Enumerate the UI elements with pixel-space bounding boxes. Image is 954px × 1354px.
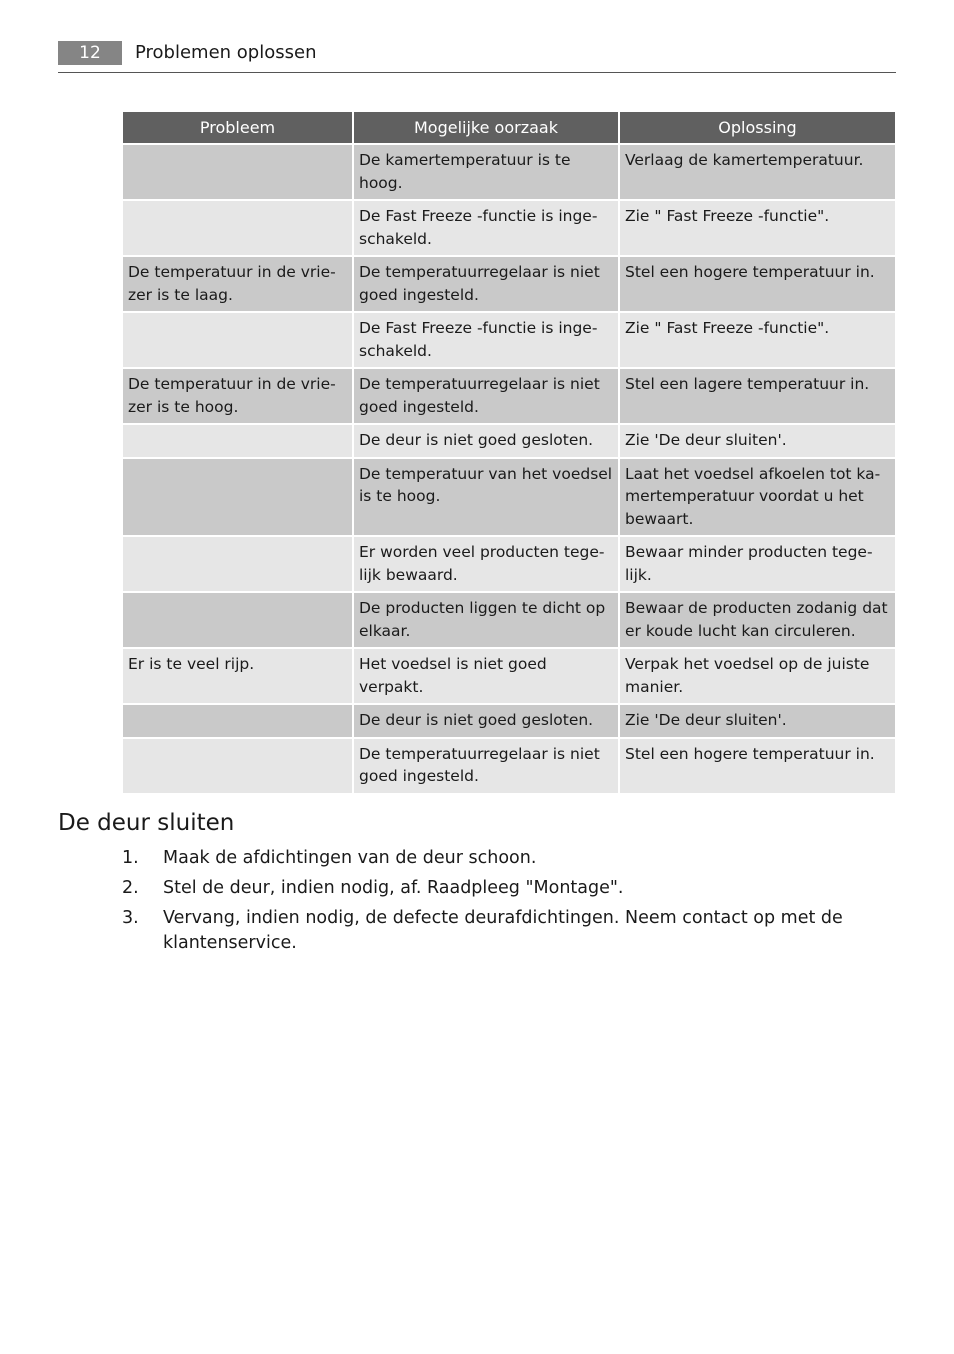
cell-problem xyxy=(123,593,352,647)
table-row xyxy=(123,593,895,647)
table-header-row xyxy=(123,112,895,143)
cell-problem xyxy=(123,145,352,199)
cell-solution: Zie 'De deur sluiten'. xyxy=(620,425,895,457)
cell-problem: De temperatuur in de vriezer is te laag. xyxy=(123,257,352,311)
step-number: 2. xyxy=(122,878,139,898)
cell-solution: Zie " Fast Freeze -functie". xyxy=(620,201,895,255)
column-header-solution: Oplossing xyxy=(620,112,895,143)
cell-cause: De producten liggen te dicht op elkaar. xyxy=(354,593,618,647)
table-row xyxy=(123,257,895,311)
header-section-title: Problemen oplossen xyxy=(135,42,317,63)
column-header-problem: Probleem xyxy=(123,112,352,143)
cell-problem xyxy=(123,425,352,457)
page-number: 12 xyxy=(58,41,122,65)
step-text: Vervang, indien nodig, de defecte deurafdichtingen. Neem contact op met de klantenservice. xyxy=(163,908,843,953)
page-header xyxy=(58,40,896,73)
table-row xyxy=(123,425,895,457)
cell-solution: Laat het voedsel afkoelen tot kamertemperatuur voordat u het bewaart. xyxy=(620,459,895,536)
cell-solution: Bewaar de producten zodanig dat er koude lucht kan circuleren. xyxy=(620,593,895,647)
table-row xyxy=(123,537,895,591)
table-row xyxy=(123,705,895,737)
list-item xyxy=(58,876,896,901)
cell-cause: De deur is niet goed gesloten. xyxy=(354,425,618,457)
step-text: Stel de deur, indien nodig, af. Raadpleeg "Montage". xyxy=(163,878,624,898)
cell-problem xyxy=(123,537,352,591)
cell-cause: De Fast Freeze -functie is ingeschakeld. xyxy=(354,313,618,367)
cell-problem xyxy=(123,739,352,793)
cell-problem xyxy=(123,705,352,737)
cell-solution: Verlaag de kamertemperatuur. xyxy=(620,145,895,199)
cell-problem xyxy=(123,459,352,536)
cell-problem xyxy=(123,313,352,367)
table-row xyxy=(123,201,895,255)
cell-cause: De kamertemperatuur is te hoog. xyxy=(354,145,618,199)
cell-problem: Er is te veel rijp. xyxy=(123,649,352,703)
cell-problem: De temperatuur in de vriezer is te hoog. xyxy=(123,369,352,423)
list-item xyxy=(58,846,896,871)
cell-cause: De temperatuurregelaar is niet goed ingesteld. xyxy=(354,739,618,793)
table-row xyxy=(123,739,895,793)
step-number: 3. xyxy=(122,908,139,928)
cell-cause: De deur is niet goed gesloten. xyxy=(354,705,618,737)
cell-cause: De temperatuurregelaar is niet goed ingesteld. xyxy=(354,369,618,423)
cell-solution: Stel een lagere temperatuur in. xyxy=(620,369,895,423)
cell-solution: Stel een hogere temperatuur in. xyxy=(620,257,895,311)
cell-cause: Er worden veel producten tegelijk bewaard. xyxy=(354,537,618,591)
column-header-cause: Mogelijke oorzaak xyxy=(354,112,618,143)
list-item xyxy=(58,906,896,956)
table-row xyxy=(123,369,895,423)
cell-cause: Het voedsel is niet goed verpakt. xyxy=(354,649,618,703)
cell-solution: Stel een hogere temperatuur in. xyxy=(620,739,895,793)
cell-cause: De temperatuur van het voedsel is te hoog. xyxy=(354,459,618,536)
table-row xyxy=(123,459,895,536)
cell-solution: Zie " Fast Freeze -functie". xyxy=(620,313,895,367)
cell-solution: Bewaar minder producten tegelijk. xyxy=(620,537,895,591)
step-text: Maak de afdichtingen van de deur schoon. xyxy=(163,848,537,868)
door-steps-list xyxy=(58,846,896,961)
table-row xyxy=(123,145,895,199)
cell-problem xyxy=(123,201,352,255)
step-number: 1. xyxy=(122,848,139,868)
cell-solution: Verpak het voedsel op de juiste manier. xyxy=(620,649,895,703)
troubleshooting-table xyxy=(121,110,897,795)
table-row xyxy=(123,313,895,367)
cell-solution: Zie 'De deur sluiten'. xyxy=(620,705,895,737)
cell-cause: De temperatuurregelaar is niet goed ingesteld. xyxy=(354,257,618,311)
table-row xyxy=(123,649,895,703)
cell-cause: De Fast Freeze -functie is ingeschakeld. xyxy=(354,201,618,255)
door-section-title: De deur sluiten xyxy=(58,810,235,836)
